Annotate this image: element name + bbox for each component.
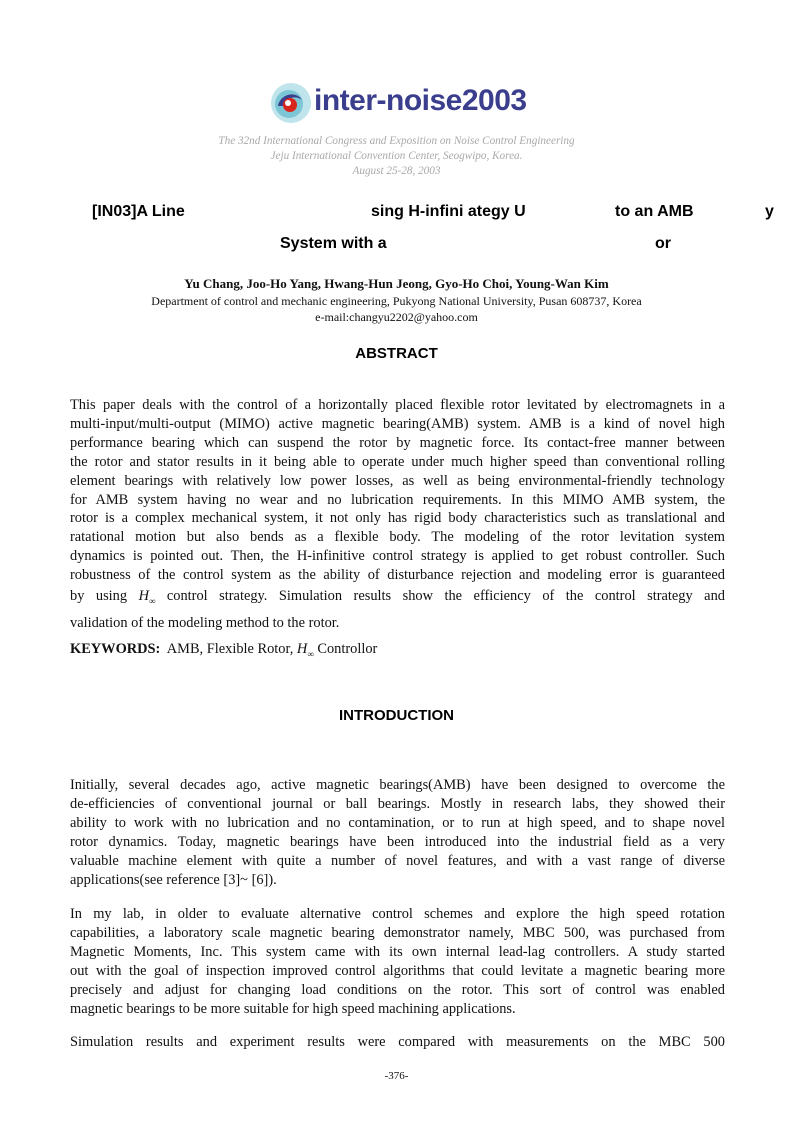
intro-line: Magnetic Moments, Inc. This system came with its own internal lead-lag controllers. A study started: [70, 943, 725, 960]
intro-line: Initially, several decades ago, active magnetic bearings(AMB) have been designed to overcome the: [70, 777, 725, 793]
title-fragment-6: or: [655, 235, 671, 252]
abstract-line: element bearings with relatively low power losses, as well as being environmental-friendly technology: [70, 472, 725, 489]
keywords-label: KEYWORDS:: [70, 641, 161, 657]
abstract-line-hinf: by using $H_\infty$ control strategy. Simulation results show the efficiency of the control strategy and: [70, 588, 725, 606]
abstract-line: dynamics is pointed out. Then, the H-infinitive control strategy is applied to get robust controller. Such: [70, 548, 725, 565]
page-number: -376-: [384, 1070, 409, 1082]
title-fragment-1: [IN03]A Line: [92, 203, 185, 220]
conference-logo: [270, 80, 535, 126]
abstract-line: for AMB system having no wear and no lubrication requirements. In this MIMO AMB system, the: [70, 491, 725, 508]
introduction-paragraph-1: [70, 776, 725, 889]
abstract-line: multi-input/multi-output (MIMO) active magnetic bearing(AMB) system. AMB is a kind of novel high: [70, 415, 725, 432]
abstract-line: validation of the modeling method to the rotor.: [70, 614, 340, 631]
author-list: Yu Chang, Joo-Ho Yang, Hwang-Hun Jeong, Gyo-Ho Choi, Young-Wan Kim: [184, 276, 609, 291]
abstract-line: robustness of the control system as the ability of disturbance rejection and modeling error is guaranteed: [70, 567, 725, 584]
abstract-line: performance bearing which can suspend the rotor by magnetic force. Its contact-free manner between: [70, 434, 725, 451]
logo-text: inter-noise2003: [314, 84, 527, 117]
conference-venue: Jeju International Convention Center, Seogwipo, Korea.: [270, 150, 523, 162]
introduction-paragraph-3: [70, 1033, 725, 1052]
conference-dates: August 25-28, 2003: [352, 165, 441, 177]
h-infinity-symbol: $H_\infty$: [138, 588, 156, 606]
title-fragment-2: sing H-infini ategy U: [371, 203, 526, 220]
intro-line: magnetic bearings to be more suitable for high speed machining applications.: [70, 1000, 516, 1017]
intro-line: rotor dynamics. Today, magnetic bearings have been introduced into the industrial field as a very: [70, 833, 725, 850]
introduction-paragraph-2: [70, 905, 725, 1018]
affiliation: Department of control and mechanic engineering, Pukyong National University, Pusan 608737, Korea: [151, 294, 642, 308]
conference-name: The 32nd International Congress and Exposition on Noise Control Engineering: [218, 135, 575, 147]
h-infinity-symbol: $H_\infty$: [296, 641, 314, 659]
intro-line: capabilities, a laboratory scale magnetic bearing demonstrator namely, MBC 500, was purchased from: [70, 924, 725, 941]
abstract-heading: ABSTRACT: [355, 345, 438, 362]
title-fragment-5: System with a: [280, 235, 387, 252]
intro-line: valuable machine element with quite a number of novel features, and with a vast range of diverse: [70, 852, 725, 869]
intro-line: precisely and adjust for changing load conditions on the rotor. This sort of control was enabled: [70, 981, 725, 998]
keywords: KEYWORDS: AMB, Flexible Rotor, $H_\infty$ Controllor: [70, 641, 378, 659]
abstract-body: [70, 396, 725, 634]
intro-line: Simulation results and experiment results were compared with measurements on the MBC 500: [70, 1034, 725, 1050]
intro-line: de-efficiencies of conventional journal or ball bearings. Mostly in research labs, they showed their: [70, 795, 725, 812]
title-fragment-4: y: [765, 203, 774, 220]
abstract-line: This paper deals with the control of a horizontally placed flexible rotor levitated by electromagnets in a: [70, 397, 725, 413]
intro-line: out with the goal of inspection improved control algorithms that could levitate a magnetic bearing more: [70, 962, 725, 979]
abstract-line: rotor is a complex mechanical system, it not only has rigid body characteristics such as translational and: [70, 510, 725, 527]
abstract-line: the rotor and stator results in it being able to operate under much higher speed than conventional rolling: [70, 453, 725, 470]
title-fragment-3: to an AMB: [615, 203, 694, 220]
intro-line: applications(see reference [3]~ [6]).: [70, 871, 277, 888]
abstract-line: ratational motion but also bends as a flexible body. The modeling of the rotor levitation system: [70, 529, 725, 546]
introduction-heading: INTRODUCTION: [339, 707, 454, 724]
intro-line: ability to work with no lubrication and no contamination, or to run at high speed, and to shape novel: [70, 814, 725, 831]
logo-swirl-icon: [270, 80, 316, 126]
intro-line: In my lab, in older to evaluate alternative control schemes and explore the high speed rotation: [70, 906, 725, 922]
email: e-mail:changyu2202@yahoo.com: [315, 310, 478, 324]
